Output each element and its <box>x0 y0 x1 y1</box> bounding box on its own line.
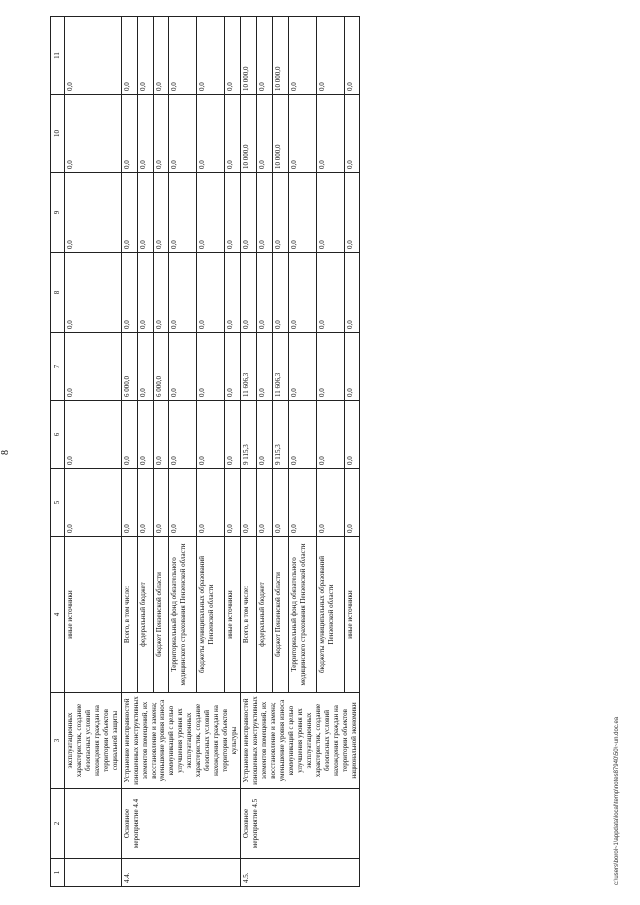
value-cell: 0,0 <box>121 469 137 537</box>
header-cell: 4 <box>51 537 65 693</box>
header-cell: 7 <box>51 333 65 401</box>
value-cell: 0,0 <box>344 253 360 333</box>
value-cell: 0,0 <box>256 333 272 401</box>
value-cell: 0,0 <box>121 95 137 173</box>
value-cell: 0,0 <box>197 401 225 469</box>
value-cell: 0,0 <box>169 173 197 253</box>
value-cell: 10 000,0 <box>272 17 288 95</box>
value-cell: 10 000,0 <box>272 95 288 173</box>
value-cell: 0,0 <box>64 173 121 253</box>
value-cell: 0,0 <box>344 17 360 95</box>
activity-description: Устранение неисправностей изношенных конструктивных элементов помещений, их восстановление и замена; уменьшение уровня износа коммуникаций с целью улучшения уровня их эксплуатационных характеристик, создание безопасных условий нахождения граждан на территории объектов культуры <box>121 693 240 789</box>
value-cell: 6 000,0 <box>121 333 137 401</box>
funding-source: бюджет Пензенской области <box>153 537 169 693</box>
value-cell: 0,0 <box>197 95 225 173</box>
value-cell: 0,0 <box>64 469 121 537</box>
value-cell: 11 606,3 <box>241 333 257 401</box>
value-cell: 0,0 <box>225 95 241 173</box>
header-row <box>51 17 65 887</box>
value-cell: 10 000,0 <box>241 17 257 95</box>
funding-source: бюджеты муниципальных образований Пензенской области <box>316 537 344 693</box>
value-cell: 0,0 <box>197 173 225 253</box>
value-cell: 0,0 <box>197 469 225 537</box>
value-cell: 0,0 <box>64 333 121 401</box>
value-cell: 0,0 <box>169 401 197 469</box>
value-cell: 0,0 <box>344 333 360 401</box>
activity-description: Устранение неисправностей изношенных конструктивных элементов помещений, их восстановление и замена; уменьшение уровня износа коммуникаций с целью улучшения уровня их эксплуатационных характеристик, создание безопасных условий нахождения граждан на территории объектов национальной экономики <box>241 693 360 789</box>
header-cell: 8 <box>51 253 65 333</box>
value-cell: 0,0 <box>153 173 169 253</box>
value-cell: 0,0 <box>316 17 344 95</box>
item-number: 4.4. <box>121 859 240 887</box>
table-row <box>121 17 137 887</box>
value-cell: 0,0 <box>344 401 360 469</box>
value-cell: 0,0 <box>288 253 316 333</box>
value-cell: 0,0 <box>288 95 316 173</box>
value-cell: 0,0 <box>137 469 153 537</box>
funding-source: федеральный бюджет <box>137 537 153 693</box>
value-cell: 0,0 <box>256 401 272 469</box>
value-cell: 0,0 <box>272 469 288 537</box>
value-cell: 0,0 <box>241 469 257 537</box>
value-cell: 0,0 <box>272 173 288 253</box>
header-cell: 5 <box>51 469 65 537</box>
value-cell: 0,0 <box>64 95 121 173</box>
value-cell: 0,0 <box>64 253 121 333</box>
item-number: 4.5. <box>241 859 360 887</box>
value-cell: 0,0 <box>137 17 153 95</box>
value-cell: 0,0 <box>153 401 169 469</box>
value-cell: 0,0 <box>169 333 197 401</box>
value-cell: 0,0 <box>288 333 316 401</box>
funding-source: иные источники <box>225 537 241 693</box>
value-cell: 0,0 <box>256 469 272 537</box>
value-cell: 0,0 <box>197 17 225 95</box>
value-cell: 0,0 <box>272 253 288 333</box>
value-cell: 0,0 <box>241 173 257 253</box>
value-cell: 0,0 <box>137 173 153 253</box>
value-cell: 0,0 <box>256 17 272 95</box>
value-cell: 9 115,3 <box>272 401 288 469</box>
funding-source: иные источники <box>344 537 360 693</box>
value-cell: 0,0 <box>316 333 344 401</box>
continuation-row <box>64 17 121 887</box>
value-cell: 0,0 <box>225 333 241 401</box>
value-cell: 0,0 <box>256 253 272 333</box>
value-cell: 0,0 <box>225 469 241 537</box>
activity-name: Основное мероприятие 4.5 <box>241 789 360 859</box>
value-cell: 0,0 <box>344 469 360 537</box>
funding-source: федеральный бюджет <box>256 537 272 693</box>
name-cell <box>64 789 121 859</box>
value-cell: 0,0 <box>137 401 153 469</box>
value-cell: 0,0 <box>153 17 169 95</box>
value-cell: 0,0 <box>316 401 344 469</box>
value-cell: 0,0 <box>64 401 121 469</box>
value-cell: 0,0 <box>344 173 360 253</box>
value-cell: 0,0 <box>169 95 197 173</box>
value-cell: 0,0 <box>225 17 241 95</box>
activity-name: Основное мероприятие 4.4 <box>121 789 240 859</box>
value-cell: 0,0 <box>256 173 272 253</box>
source-cell: иные источники <box>64 537 121 693</box>
value-cell: 0,0 <box>197 333 225 401</box>
value-cell: 0,0 <box>344 95 360 173</box>
value-cell: 0,0 <box>64 17 121 95</box>
value-cell: 0,0 <box>153 469 169 537</box>
value-cell: 0,0 <box>316 95 344 173</box>
header-cell: 1 <box>51 859 65 887</box>
value-cell: 6 000,0 <box>153 333 169 401</box>
value-cell: 0,0 <box>316 253 344 333</box>
value-cell: 0,0 <box>288 17 316 95</box>
funding-source: Территориальный фонд обязательного медицинского страхования Пензенской области <box>169 537 197 693</box>
budget-table <box>50 16 360 887</box>
value-cell: 0,0 <box>316 173 344 253</box>
funding-source: Территориальный фонд обязательного медицинского страхования Пензенской области <box>288 537 316 693</box>
header-cell: 6 <box>51 401 65 469</box>
value-cell: 0,0 <box>288 469 316 537</box>
value-cell: 0,0 <box>225 173 241 253</box>
value-cell: 0,0 <box>169 253 197 333</box>
header-cell: 3 <box>51 693 65 789</box>
value-cell: 0,0 <box>288 401 316 469</box>
funding-source: Всего, в том числе: <box>121 537 137 693</box>
value-cell: 0,0 <box>121 401 137 469</box>
table-row <box>241 17 257 887</box>
value-cell: 0,0 <box>241 253 257 333</box>
value-cell: 0,0 <box>137 253 153 333</box>
value-cell: 0,0 <box>137 333 153 401</box>
page-number: 8 <box>0 450 11 455</box>
value-cell: 11 606,3 <box>272 333 288 401</box>
value-cell: 0,0 <box>121 173 137 253</box>
header-cell: 10 <box>51 95 65 173</box>
funding-source: бюджет Пензенской области <box>272 537 288 693</box>
header-cell: 2 <box>51 789 65 859</box>
value-cell: 9 115,3 <box>241 401 257 469</box>
value-cell: 0,0 <box>169 469 197 537</box>
funding-source: бюджеты муниципальных образований Пензенской области <box>197 537 225 693</box>
file-path-footer: c:\users\borol~1\appdata\local\temp\notes87940\50\~un.doc.ea <box>614 716 620 885</box>
value-cell: 0,0 <box>153 253 169 333</box>
value-cell: 10 000,0 <box>241 95 257 173</box>
value-cell: 0,0 <box>137 95 153 173</box>
value-cell: 0,0 <box>256 95 272 173</box>
value-cell: 0,0 <box>121 253 137 333</box>
header-cell: 9 <box>51 173 65 253</box>
num-cell <box>64 859 121 887</box>
value-cell: 0,0 <box>153 95 169 173</box>
description-cell: эксплуатационных характеристик, создание безопасных условий нахождения граждан на территории объектов социальной защиты <box>64 693 121 789</box>
value-cell: 0,0 <box>197 253 225 333</box>
value-cell: 0,0 <box>225 253 241 333</box>
value-cell: 0,0 <box>288 173 316 253</box>
value-cell: 0,0 <box>316 469 344 537</box>
header-cell: 11 <box>51 17 65 95</box>
funding-source: Всего, в том числе: <box>241 537 257 693</box>
value-cell: 0,0 <box>169 17 197 95</box>
value-cell: 0,0 <box>225 401 241 469</box>
value-cell: 0,0 <box>121 17 137 95</box>
table-body <box>51 17 360 887</box>
